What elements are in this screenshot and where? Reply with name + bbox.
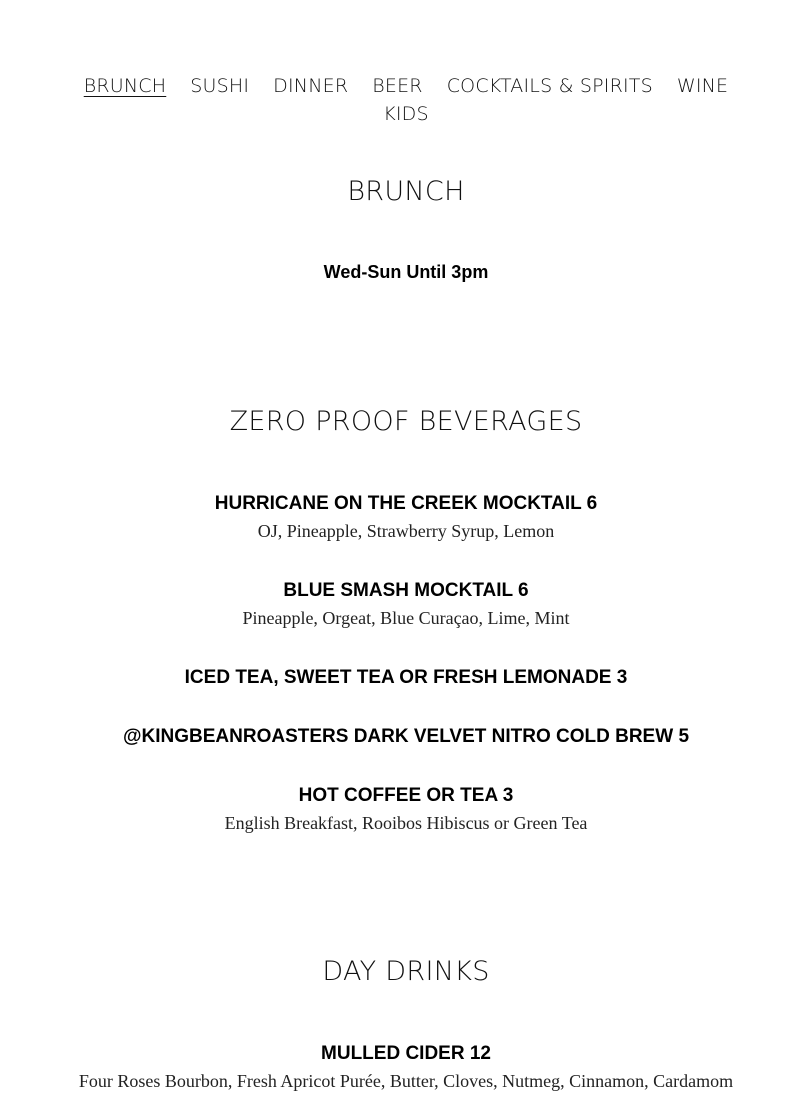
nav-link-sushi[interactable]: SUSHI: [190, 75, 250, 97]
menu-nav-row-1: [0, 72, 812, 100]
menu-item-name: HURRICANE ON THE CREEK MOCKTAIL 6: [214, 493, 598, 514]
section-title-zero-proof: ZERO PROOF BEVERAGES: [229, 406, 583, 437]
menu-item-description: OJ, Pineapple, Strawberry Syrup, Lemon: [257, 521, 555, 541]
nav-link-dinner[interactable]: DINNER: [273, 75, 349, 97]
nav-link-kids[interactable]: KIDS: [383, 103, 429, 125]
menu-nav: [0, 72, 812, 128]
menu-nav-row-2: [0, 100, 812, 128]
menu-item: [0, 665, 812, 691]
menu-item: [0, 1041, 812, 1095]
nav-link-cocktails-spirits[interactable]: COCKTAILS & SPIRITS: [446, 75, 653, 97]
menu-item: [0, 783, 812, 837]
menu-item-description: Pineapple, Orgeat, Blue Curaçao, Lime, Mint: [242, 608, 570, 628]
menu-item-name: HOT COFFEE OR TEA 3: [298, 785, 514, 806]
nav-link-wine[interactable]: WINE: [676, 75, 729, 97]
nav-link-brunch[interactable]: BRUNCH: [83, 75, 167, 97]
nav-link-beer[interactable]: BEER: [372, 75, 423, 97]
hours-text: Wed-Sun Until 3pm: [323, 262, 489, 282]
menu-item: [0, 491, 812, 545]
menu-item-description: English Breakfast, Rooibos Hibiscus or Green Tea: [224, 813, 588, 833]
menu-item-name: ICED TEA, SWEET TEA OR FRESH LEMONADE 3: [184, 667, 628, 688]
menu-item: [0, 724, 812, 750]
page-title: BRUNCH: [347, 176, 465, 207]
menu-item-description: Four Roses Bourbon, Fresh Apricot Purée, Butter, Cloves, Nutmeg, Cinnamon, Cardamom: [78, 1071, 734, 1091]
menu-item-name: BLUE SMASH MOCKTAIL 6: [283, 580, 529, 601]
section-title-day-drinks: DAY DRINKS: [322, 956, 490, 987]
menu-item-name: @KINGBEANROASTERS DARK VELVET NITRO COLD BREW 5: [122, 726, 690, 747]
menu-item: [0, 578, 812, 632]
menu-item-name: MULLED CIDER 12: [321, 1043, 491, 1064]
